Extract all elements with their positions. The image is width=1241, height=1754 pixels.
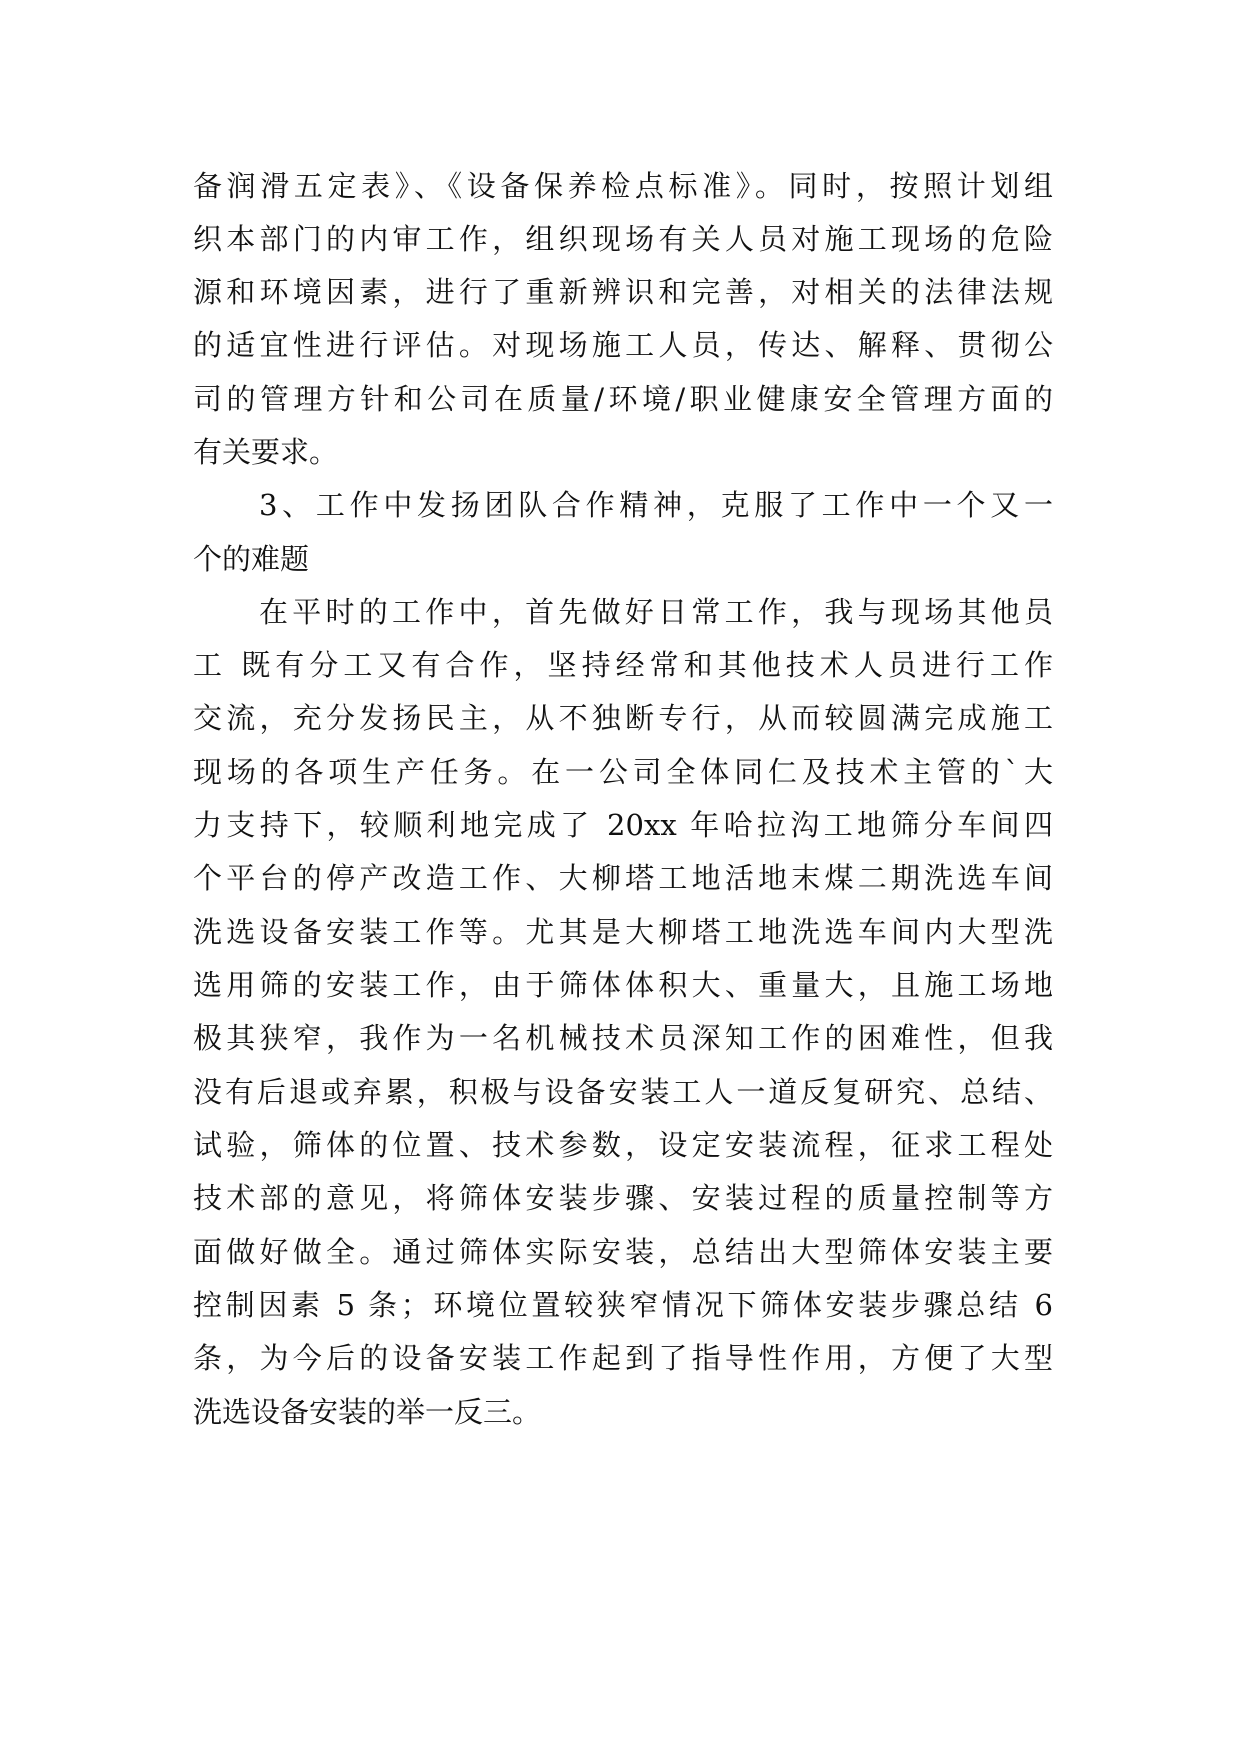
text-line: 源和环境因素，进行了重新辨识和完善，对相关的法律法规	[193, 275, 1053, 309]
text-line: 条，为今后的设备安装工作起到了指导性作用，方便了大型	[193, 1341, 1053, 1375]
text-line: 织本部门的内审工作，组织现场有关人员对施工现场的危险	[193, 222, 1053, 256]
heading-line: 3、工作中发扬团队合作精神，克服了工作中一个又一	[259, 488, 1053, 522]
text-line: 交流，充分发扬民主，从不独断专行，从而较圆满完成施工	[193, 701, 1053, 735]
text-line: 极其狭窄，我作为一名机械技术员深知工作的困难性，但我	[193, 1021, 1053, 1055]
text-line: 有关要求。	[193, 435, 339, 469]
text-line: 控制因素 5 条；环境位置较狭窄情况下筛体安装步骤总结 6	[193, 1288, 1053, 1322]
text-line: 力支持下，较顺利地完成了 20xx 年哈拉沟工地筛分车间四	[193, 808, 1053, 842]
text-line: 的适宜性进行评估。对现场施工人员，传达、解释、贯彻公	[193, 328, 1053, 362]
text-line: 备润滑五定表》、《设备保养检点标准》。同时，按照计划组	[193, 169, 1053, 203]
text-line: 个平台的停产改造工作、大柳塔工地活地末煤二期洗选车间	[193, 861, 1053, 895]
text-line: 技术部的意见，将筛体安装步骤、安装过程的质量控制等方	[193, 1181, 1053, 1215]
text-line: 司的管理方针和公司在质量/环境/职业健康安全管理方面的	[193, 382, 1053, 416]
text-line: 现场的各项生产任务。在一公司全体同仁及技术主管的`大	[193, 755, 1053, 789]
text-line: 工 既有分工又有合作，坚持经常和其他技术人员进行工作	[193, 648, 1053, 682]
text-line: 面做好做全。通过筛体实际安装，总结出大型筛体安装主要	[193, 1235, 1053, 1269]
text-line: 选用筛的安装工作，由于筛体体积大、重量大，且施工场地	[193, 968, 1053, 1002]
heading-line: 个的难题	[193, 542, 310, 576]
text-line: 没有后退或弃累，积极与设备安装工人一道反复研究、总结、	[193, 1075, 1053, 1109]
text-line: 洗选设备安装的举一反三。	[193, 1395, 542, 1429]
text-line: 在平时的工作中，首先做好日常工作，我与现场其他员	[259, 595, 1053, 629]
text-line: 试验，筛体的位置、技术参数，设定安装流程，征求工程处	[193, 1128, 1053, 1162]
text-line: 洗选设备安装工作等。尤其是大柳塔工地洗选车间内大型洗	[193, 915, 1053, 949]
